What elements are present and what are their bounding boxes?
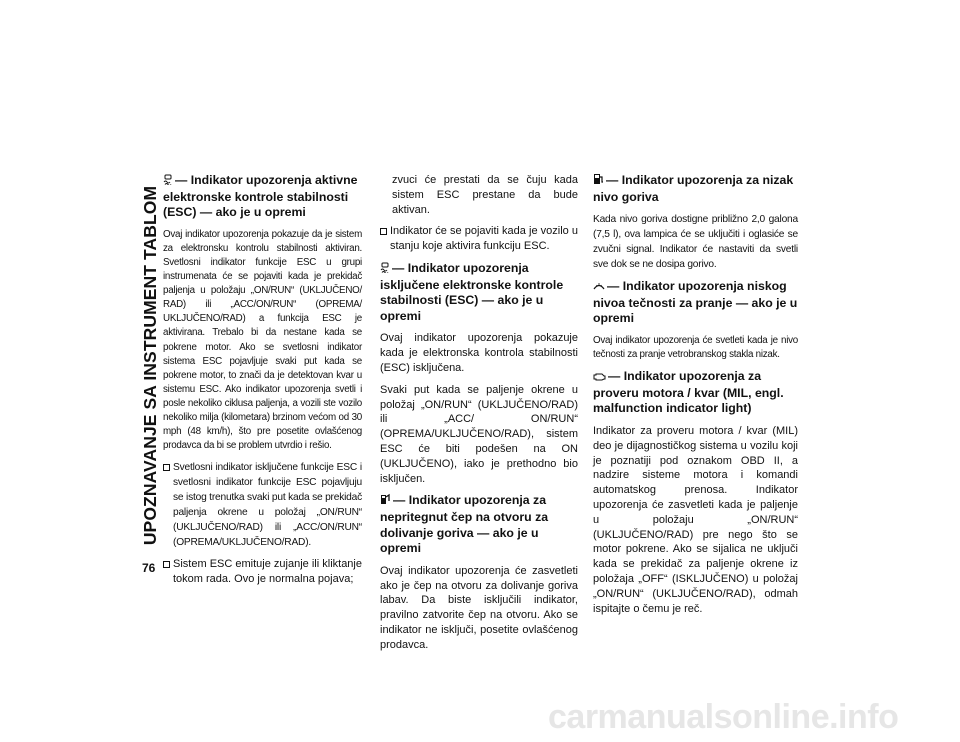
low-fuel-body: Kada nivo goriva dostigne približno 2,0 galona (7,5 l), ova lampica će se uključiti i oglasiće se zvučni signal. Indikator će nastaviti da svetli sve dok se ne dosipa gorivo. <box>593 214 798 271</box>
list-item: Svetlosni indikator isključene funkcije ESC i svetlosni indikator funkcije ESC pojavljuju se istog trenutka svaki put kada se prekidač paljenja okrene u položaj „ON/RUN“ (UKLJUČENO/RAD) ili „ACC/ON/RUN“ (OPREMA/UKLJUČENO/RAD). <box>163 460 362 550</box>
washer-heading: — Indikator upozorenja niskog nivoa tečnosti za pranje — ako je u opremi <box>593 279 798 326</box>
checkbox-bullet-icon <box>163 464 170 471</box>
chapter-title: UPOZNAVANJE SA INSTRUMENT TABLOM <box>140 185 161 545</box>
fuel-cap-heading: — Indikator upozorenja za nepritegnut čep na otvoru za dolivanje goriva — ako je u opremi <box>380 493 549 556</box>
fuel-cap-body: Ovaj indikator upozorenja će zasvetleti ako je čep na otvoru za dolivanje goriva labav. Da biste isključili indikator, pravilno zatvorite čep na otvoru. Ako se indikator ne isključi, posetite ovlašćenog prodavca. <box>380 564 578 651</box>
fuel-pump-icon <box>593 173 604 190</box>
column-1 <box>163 173 362 594</box>
mil-heading: — Indikator upozorenja za proveru motora / kvar (MIL, engl. malfunction indicator light) <box>593 369 784 416</box>
checkbox-bullet-icon <box>163 561 170 568</box>
column-3 <box>593 173 798 623</box>
checkbox-bullet-icon <box>380 228 387 235</box>
esc-off-heading: — Indikator upozorenja isključene elektronske kontrole stabilnosti (ESC) — ako je u opremi <box>380 260 564 323</box>
esc-off-body-1: Ovaj indikator upozorenja pokazuje kada je elektronska kontrola stabilnosti (ESC) isključena. <box>380 332 578 374</box>
low-fuel-heading: — Indikator upozorenja za nizak nivo goriva <box>593 173 794 204</box>
washer-fluid-icon <box>593 280 605 296</box>
list-item: Indikator će se pojaviti kada je vozilo u stanju koje aktivira funkciju ESC. <box>380 224 578 254</box>
esc-active-icon <box>163 174 173 190</box>
watermark: carmanualsonline.info <box>548 698 899 736</box>
page-number: 76 <box>142 561 156 575</box>
check-engine-icon <box>593 370 606 386</box>
esc-active-heading: — Indikator upozorenja aktivne elektronske kontrole stabilnosti (ESC) — ako je u opremi <box>163 173 358 220</box>
esc-off-body-2: Svaki put kada se paljenje okrene u položaj „ON/RUN“ (UKLJUČENO/RAD) ili „ACC/ ON/RUN“ (OPREMA/UKLJUČENO/RAD), sistem ESC će biti podešen na ON (UKLJUČENO), iako je prethodno bio isključen. <box>380 383 578 485</box>
mil-body: Indikator za proveru motora / kvar (MIL) deo je dijagnostičkog sistema u vozilu koji je poznatiji pod oznakom OBD II, a nadzire sisteme motora i komandi automatskog prenosa. Indikator upozorenja će zasvetleti kada je paljenje u položaju „ON/RUN“ (UKLJUČENO/RAD) pre nego što se motor pokrene. Ako se sijalica ne uključi kada se prekidač za paljenje okrene iz položaja „OFF“ (ISKLJUČENO) u položaj „ON/RUN“ (UKLJUČENO/RAD), odmah ispitajte o čemu je reč. <box>593 424 798 615</box>
washer-body: Ovaj indikator upozorenja će svetleti kada je nivo tečnosti za pranje vetrobranskog stakla nizak. <box>593 334 798 361</box>
esc-active-body: Ovaj indikator upozorenja pokazuje da je sistem za elektronsku kontrolu stabilnosti aktiviran. Svetlosni indikator funkcije ESC u grupi instrumenata će se pojaviti kada je prekidač paljenja u položaju „ON/RUN“ (UKLJUČENO/ RAD) ili „ACC/ON/RUN“ (OPREMA/ UKLJUČENO/RAD) a funkcija ESC je aktivirana. Trebalo bi da nestane kada se pokrene motor. Ako se svetlosni indikator sistema ESC pojavljuje svaki put kada se pokrene motor, to znači da je detektovan kvar u sistemu ESC. Ako indikator upozorenja svetli i posle nekoliko ciklusa paljenja, a vozili ste vozilo nekoliko milja (kilometara) brzinom većom od 30 mph (48 km/h), što pre posetite ovlašćenog prodavca da bi se problem utvrdio i rešio. <box>163 228 362 452</box>
esc-off-icon <box>380 262 390 278</box>
fuel-cap-icon <box>380 493 391 510</box>
list-item: Sistem ESC emituje zujanje ili kliktanje tokom rada. Ovo je normalna pojava; <box>163 557 362 587</box>
chapter-side-tab <box>136 170 166 560</box>
column-2 <box>380 173 578 659</box>
bullet-continuation: zvuci će prestati da se čuju kada sistem ESC prestane da bude aktivan. <box>392 174 578 216</box>
